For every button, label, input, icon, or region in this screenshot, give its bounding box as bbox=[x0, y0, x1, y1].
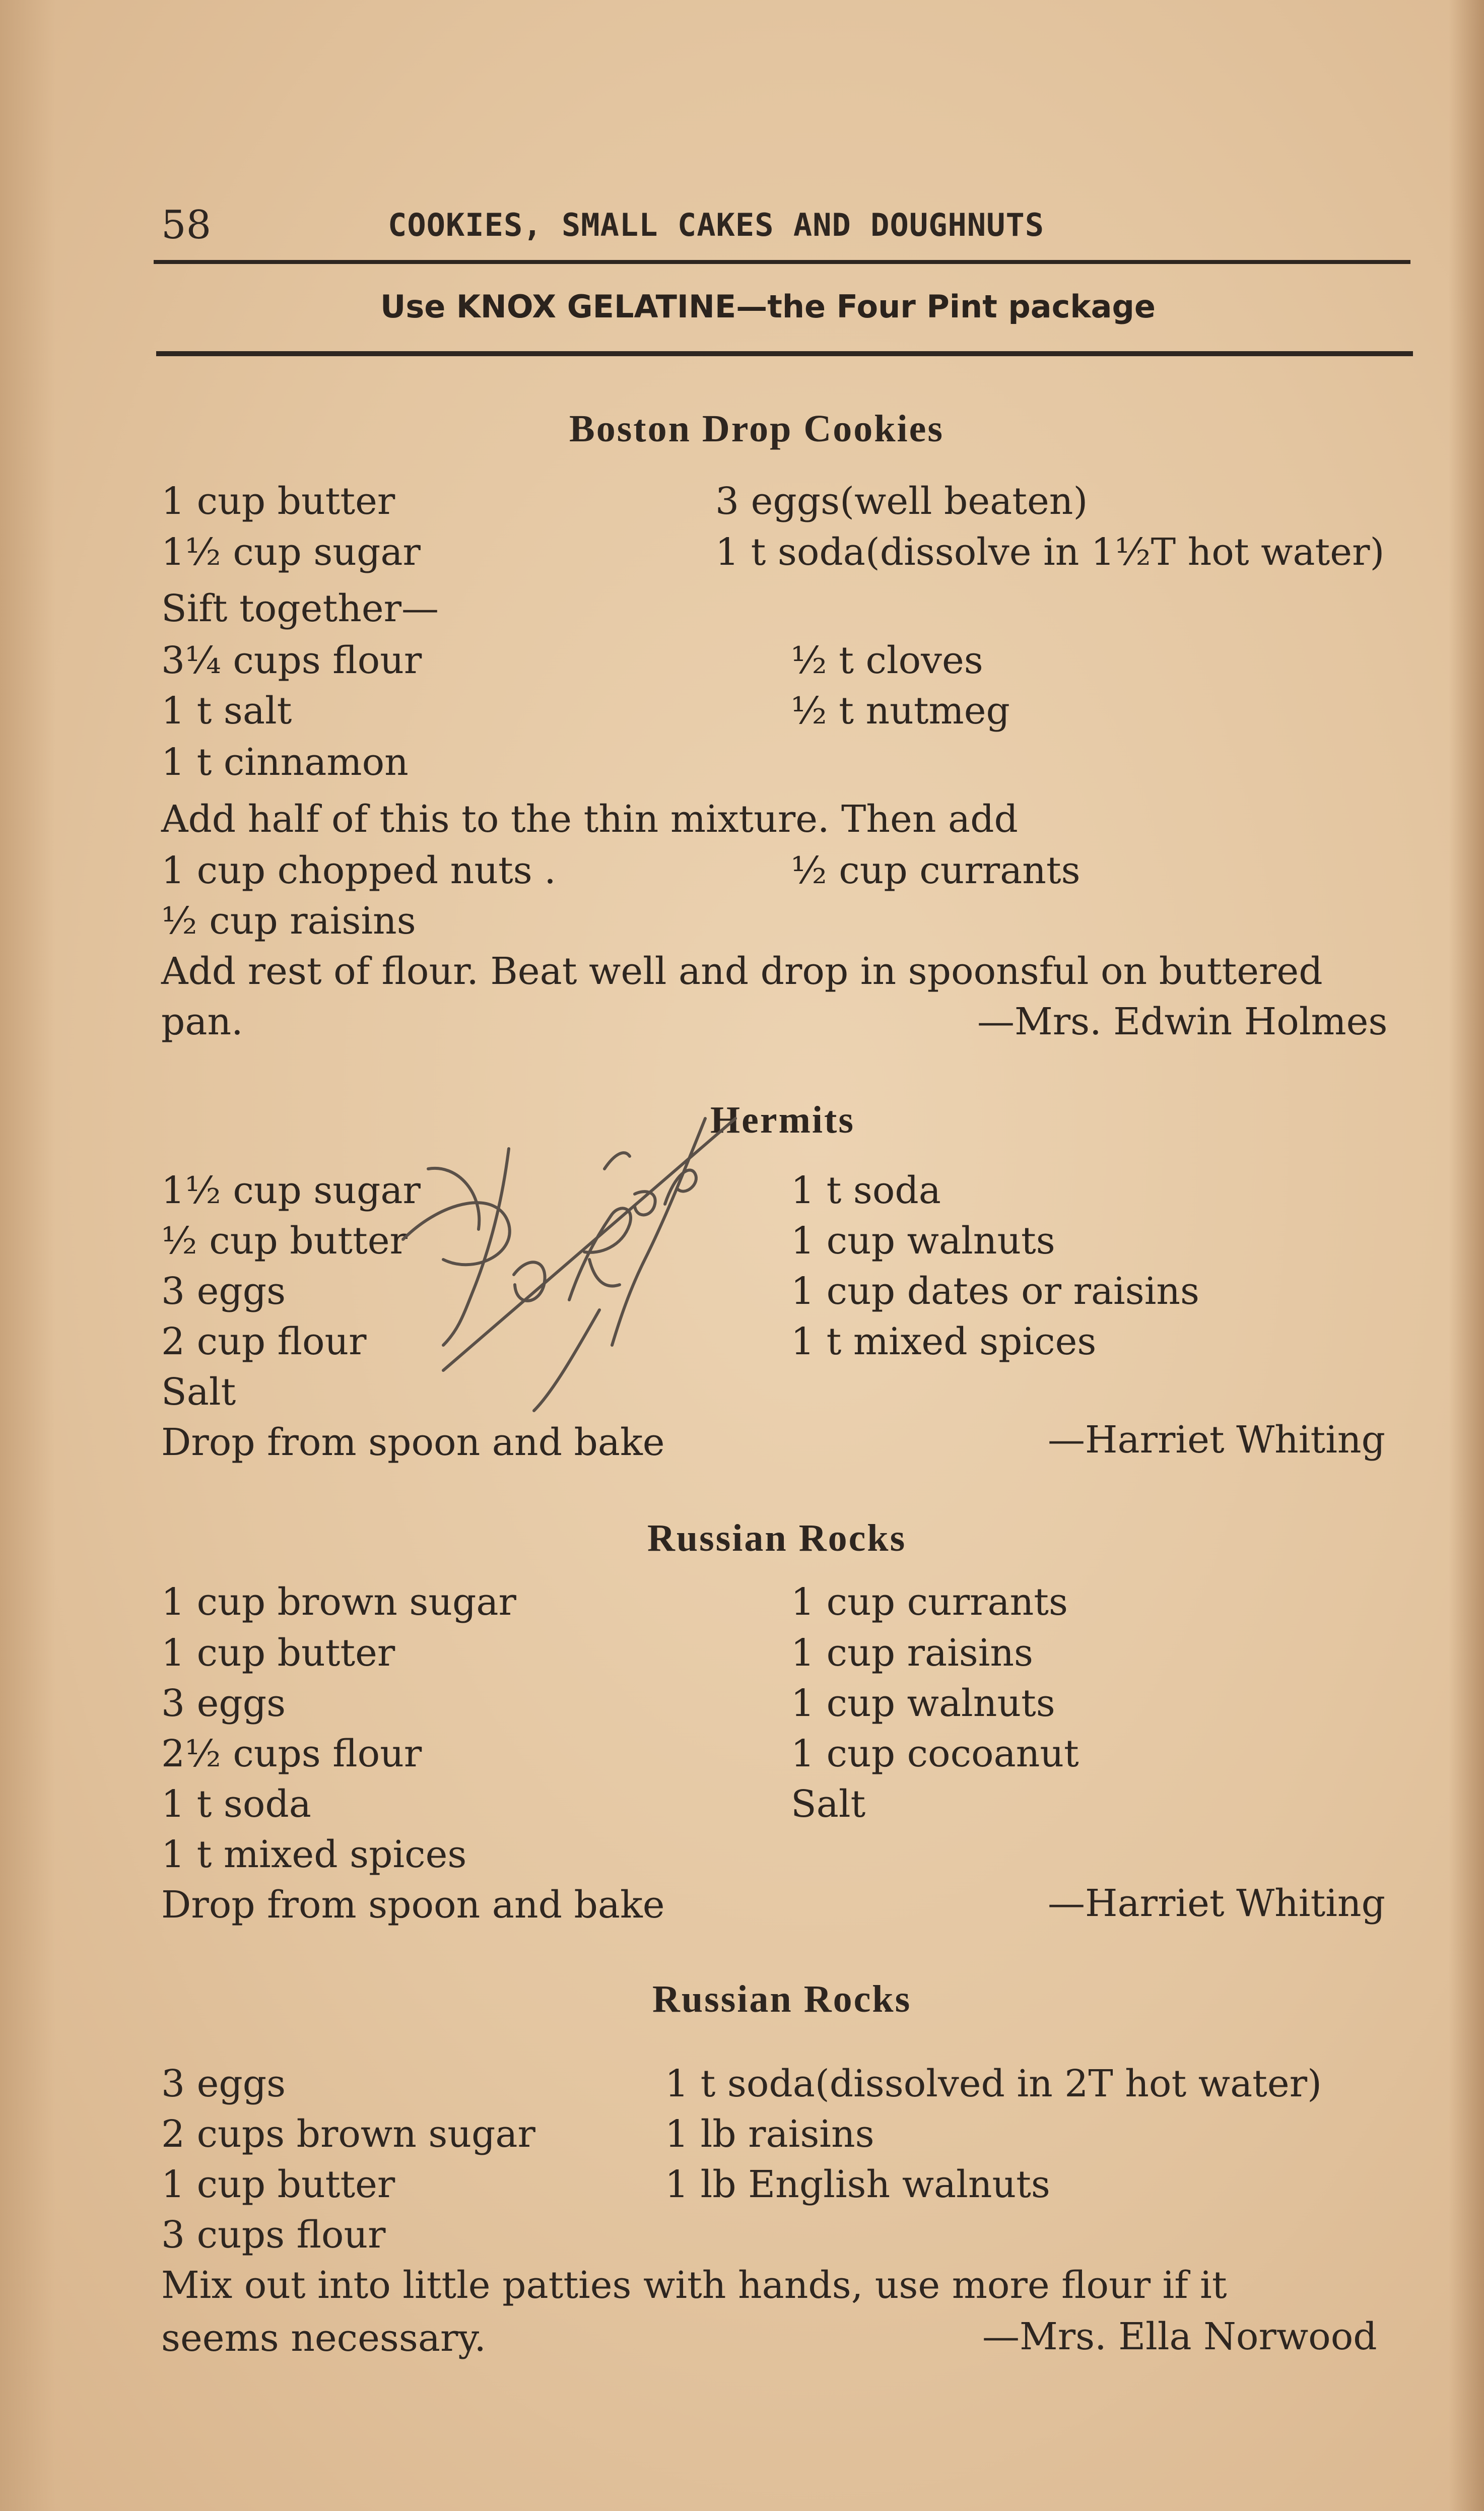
instruction-line: Mix out into little patties with hands, use more flour if it bbox=[161, 2264, 1227, 2307]
page-edge-shadow-left bbox=[0, 0, 55, 2511]
ingredient-line: Salt bbox=[161, 1370, 236, 1414]
recipe-attribution: —Mrs. Edwin Holmes bbox=[977, 1000, 1388, 1043]
ingredient-line: Salt bbox=[791, 1782, 866, 1826]
instruction-line: Sift together— bbox=[161, 587, 439, 630]
recipe-attribution: —Harriet Whiting bbox=[1048, 1882, 1385, 1925]
ingredient-line: 1 cup walnuts bbox=[791, 1219, 1055, 1263]
ingredient-line: 2½ cups flour bbox=[161, 1732, 422, 1775]
recipe-attribution: —Harriet Whiting bbox=[1048, 1418, 1385, 1462]
ingredient-line: 1 cup butter bbox=[161, 1631, 395, 1675]
recipe-title: Russian Rocks bbox=[652, 1978, 912, 2020]
recipe-title: Russian Rocks bbox=[647, 1517, 907, 1559]
ingredient-line: 1 cup cocoanut bbox=[791, 1732, 1079, 1775]
ingredient-line: 1 t soda bbox=[161, 1782, 311, 1826]
ingredient-line: ½ t cloves bbox=[791, 639, 983, 682]
ingredient-line: 1 t cinnamon bbox=[161, 741, 409, 784]
ingredient-line: 1 lb raisins bbox=[665, 2112, 874, 2156]
ingredient-line: 2 cup flour bbox=[161, 1320, 367, 1363]
recipe-title: Boston Drop Cookies bbox=[569, 408, 944, 450]
ingredient-line: ½ cup butter bbox=[161, 1219, 408, 1263]
ingredient-line: 1 cup walnuts bbox=[791, 1682, 1055, 1725]
ingredient-line: 3 cups flour bbox=[161, 2213, 386, 2257]
ingredient-line: 1 cup raisins bbox=[791, 1631, 1034, 1675]
ingredient-line: 1 cup butter bbox=[161, 2163, 395, 2206]
instruction-line: seems necessary. bbox=[161, 2317, 486, 2360]
ingredient-line: 1½ cup sugar bbox=[161, 531, 421, 574]
ingredient-line: ½ cup currants bbox=[791, 849, 1081, 892]
ingredient-line: 1 t soda(dissolved in 2T hot water) bbox=[665, 2062, 1322, 2105]
ingredient-line: 1½ cup sugar bbox=[161, 1169, 421, 1212]
instruction-line: Add rest of flour. Beat well and drop in spoonsful on buttered bbox=[161, 950, 1323, 993]
ingredient-line: 1 cup dates or raisins bbox=[791, 1270, 1200, 1313]
ingredient-line: 3 eggs(well beaten) bbox=[715, 480, 1088, 523]
ingredient-line: 1 t mixed spices bbox=[161, 1833, 467, 1876]
header-rule-top bbox=[154, 260, 1410, 264]
chapter-title: COOKIES, SMALL CAKES AND DOUGHNUTS bbox=[388, 207, 1045, 243]
ingredient-line: 1 cup chopped nuts . bbox=[161, 849, 556, 892]
ingredient-line: 3¼ cups flour bbox=[161, 639, 422, 682]
ingredient-line: 1 lb English walnuts bbox=[665, 2163, 1050, 2206]
ingredient-line: 1 t soda bbox=[791, 1169, 941, 1212]
ingredient-line: 3 eggs bbox=[161, 1682, 286, 1725]
instruction-line: pan. bbox=[161, 1000, 243, 1043]
ingredient-line: ½ cup raisins bbox=[161, 899, 416, 943]
instruction-line: Drop from spoon and bake bbox=[161, 1883, 665, 1927]
ingredient-line: 1 cup butter bbox=[161, 480, 395, 523]
ingredient-line: ½ t nutmeg bbox=[791, 689, 1010, 733]
header-rule-bottom bbox=[156, 351, 1413, 356]
gelatine-banner: Use KNOX GELATINE—the Four Pint package bbox=[380, 288, 1156, 325]
page-edge-shadow-right bbox=[1449, 0, 1484, 2511]
ingredient-line: 1 t salt bbox=[161, 689, 292, 733]
ingredient-line: 2 cups brown sugar bbox=[161, 2112, 535, 2156]
ingredient-line: 3 eggs bbox=[161, 2062, 286, 2105]
ingredient-line: 1 cup currants bbox=[791, 1580, 1068, 1624]
ingredient-line: 1 cup brown sugar bbox=[161, 1580, 516, 1624]
instruction-line: Drop from spoon and bake bbox=[161, 1421, 665, 1464]
instruction-line: Add half of this to the thin mixture. Then add bbox=[161, 798, 1018, 841]
recipe-attribution: —Mrs. Ella Norwood bbox=[982, 2315, 1377, 2358]
ingredient-line: 1 t mixed spices bbox=[791, 1320, 1097, 1363]
page-number: 58 bbox=[161, 203, 212, 248]
recipe-title: Hermits bbox=[710, 1099, 855, 1141]
ingredient-line: 3 eggs bbox=[161, 1270, 286, 1313]
ingredient-line: 1 t soda(dissolve in 1½T hot water) bbox=[715, 531, 1385, 574]
handwritten-note bbox=[383, 1108, 796, 1441]
